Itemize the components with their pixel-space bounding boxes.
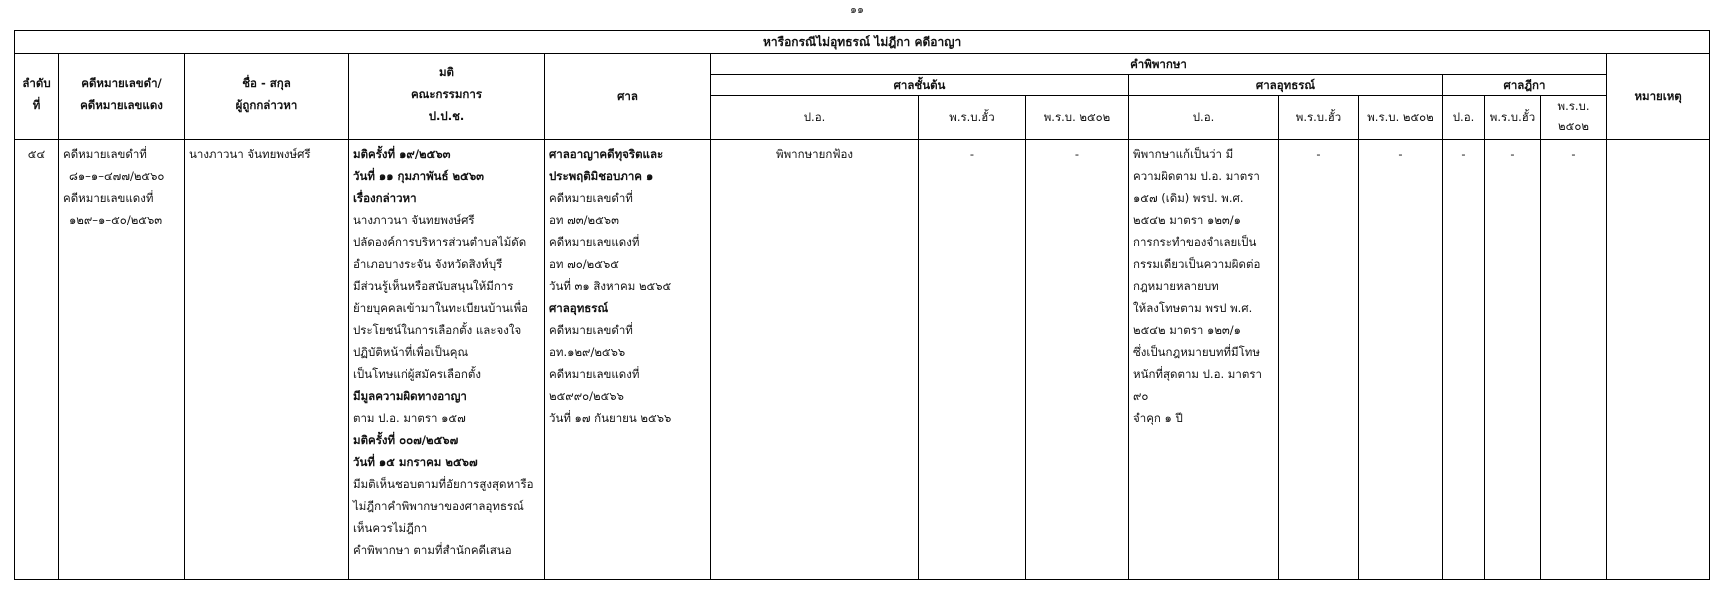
resolution-line: มีส่วนรู้เห็นหรือสนับสนุนให้มีการ <box>353 279 514 293</box>
appeal-judgment-line: กฎหมายหลายบท <box>1133 279 1219 293</box>
header-judgment: คำพิพากษา <box>711 54 1607 75</box>
cell-seq: ๕๔ <box>15 140 59 580</box>
resolution-line: เป็นโทษแก่ผู้สมัครเลือกตั้ง <box>353 367 481 381</box>
header-resolution: มติ คณะกรรมการ ป.ป.ช. <box>349 54 545 140</box>
header-appeal-court: ศาลอุทธรณ์ <box>1129 75 1443 96</box>
resolution-line: วันที่ ๑๕ มกราคม ๒๕๖๗ <box>353 455 478 469</box>
appeal-judgment-line: ๙๐ <box>1133 389 1149 403</box>
court-line: คดีหมายเลขแดงที่ <box>549 235 640 249</box>
appeal-judgment-line: หนักที่สุดตาม ป.อ. มาตรา <box>1133 367 1262 381</box>
appeal-judgment-line: จำคุก ๑ ปี <box>1133 411 1183 425</box>
appeal-judgment-line: พิพากษาแก้เป็นว่า มี <box>1133 147 1234 161</box>
court-line: ศาลอาญาคดีทุจริตและ <box>549 147 664 161</box>
resolution-line: เรื่องกล่าวหา <box>353 191 417 205</box>
resolution-line: มติครั้งที่ ๑๙/๒๕๖๓ <box>353 147 451 161</box>
cell-appeal-2502: - <box>1359 140 1443 580</box>
court-line: ศาลอุทธรณ์ <box>549 301 609 315</box>
resolution-line: มีมติเห็นชอบตามที่อัยการสูงสุดหารือ <box>353 477 534 491</box>
header-supreme-hua: พ.ร.บ.ฮั้ว <box>1485 96 1541 140</box>
header-seq: ลำดับ ที่ <box>15 54 59 140</box>
appeal-judgment-line: ๒๕๔๒ มาตรา ๑๒๓/๑ <box>1133 213 1241 227</box>
resolution-line: นางภาวนา จันทยพงษ์ศรี <box>353 213 475 227</box>
cell-supreme-pa: - <box>1443 140 1485 580</box>
court-line: คดีหมายเลขดำที่ <box>549 323 633 337</box>
resolution-line: ปลัดองค์การบริหารส่วนตำบลไม้ดัด <box>353 235 527 249</box>
appeal-judgment-line: ความผิดตาม ป.อ. มาตรา <box>1133 169 1260 183</box>
table-row <box>15 140 1710 580</box>
cell-name: นางภาวนา จันทยพงษ์ศรี <box>185 140 349 580</box>
page-number: ๑๑ <box>850 3 864 16</box>
resolution-line: ตาม ป.อ. มาตรา ๑๕๗ <box>353 411 466 425</box>
header-appeal-pa: ป.อ. <box>1129 96 1279 140</box>
resolution-line: ไม่ฎีกาคำพิพากษาของศาลอุทธรณ์ <box>353 499 524 513</box>
resolution-line: มีมูลความผิดทางอาญา <box>353 389 467 403</box>
case-table <box>14 30 1710 580</box>
appeal-judgment-line: ให้ลงโทษตาม พรป พ.ศ. <box>1133 301 1253 315</box>
cell-appeal-hua: - <box>1279 140 1359 580</box>
cell-first-2502: - <box>1026 140 1129 580</box>
appeal-judgment-line: กรรมเดียวเป็นความผิดต่อ <box>1133 257 1261 271</box>
court-line: คดีหมายเลขดำที่ <box>549 191 633 205</box>
court-line: ประพฤติมิชอบภาค ๑ <box>549 169 654 183</box>
header-supreme-court: ศาลฎีกา <box>1443 75 1607 96</box>
header-supreme-2502: พ.ร.บ. ๒๕๐๒ <box>1541 96 1607 140</box>
header-first-hua: พ.ร.บ.ฮั้ว <box>919 96 1026 140</box>
court-line: อท.๑๒๙/๒๕๖๖ <box>549 345 626 359</box>
table-title: หารือกรณีไม่อุทธรณ์ ไม่ฎีกา คดีอาญา <box>15 31 1710 54</box>
header-appeal-hua: พ.ร.บ.ฮั้ว <box>1279 96 1359 140</box>
cell-appeal-pa <box>1129 140 1279 580</box>
header-first-court: ศาลชั้นต้น <box>711 75 1129 96</box>
appeal-judgment-line: ซึ่งเป็นกฎหมายบทที่มีโทษ <box>1133 345 1260 359</box>
cell-supreme-hua: - <box>1485 140 1541 580</box>
cell-case-no: คดีหมายเลขดำที่ ๘๑–๑–๔๗๗/๒๕๖๐ คดีหมายเลขแดงที่ ๑๒๙–๑–๕๐/๒๕๖๓ <box>59 140 185 580</box>
resolution-line: มติครั้งที่ ๐๐๗/๒๕๖๗ <box>353 433 459 447</box>
court-line: วันที่ ๓๑ สิงหาคม ๒๕๖๕ <box>549 279 672 293</box>
resolution-line: ย้ายบุคคลเข้ามาในทะเบียนบ้านเพื่อ <box>353 301 529 315</box>
resolution-line: วันที่ ๑๑ กุมภาพันธ์ ๒๕๖๓ <box>353 169 484 183</box>
court-line: อท ๗๓/๒๕๖๓ <box>549 213 619 227</box>
appeal-judgment-line: ๒๕๔๒ มาตรา ๑๒๓/๑ <box>1133 323 1241 337</box>
court-line: อท ๗๐/๒๕๖๕ <box>549 257 619 271</box>
court-line: คดีหมายเลขแดงที่ <box>549 367 640 381</box>
header-appeal-2502: พ.ร.บ. ๒๕๐๒ <box>1359 96 1443 140</box>
header-court: ศาล <box>545 54 711 140</box>
resolution-line: เห็นควรไม่ฎีกา <box>353 521 428 535</box>
court-line: วันที่ ๑๗ กันยายน ๒๕๖๖ <box>549 411 672 425</box>
resolution-line: ปฏิบัติหน้าที่เพื่อเป็นคุณ <box>353 345 469 359</box>
resolution-line: ประโยชน์ในการเลือกตั้ง และจงใจ <box>353 323 522 337</box>
appeal-judgment-line: การกระทำของจำเลยเป็น <box>1133 235 1257 249</box>
header-name: ชื่อ - สกุล ผู้ถูกกล่าวหา <box>185 54 349 140</box>
resolution-line: อำเภอบางระจัน จังหวัดสิงห์บุรี <box>353 257 503 271</box>
header-first-2502: พ.ร.บ. ๒๕๐๒ <box>1026 96 1129 140</box>
cell-remarks <box>1607 140 1710 580</box>
cell-supreme-2502: - <box>1541 140 1607 580</box>
resolution-line: คำพิพากษา ตามที่สำนักคดีเสนอ <box>353 543 512 557</box>
appeal-judgment-line: ๑๕๗ (เดิม) พรป. พ.ศ. <box>1133 191 1244 205</box>
header-remarks: หมายเหตุ <box>1607 54 1710 140</box>
cell-court <box>545 140 711 580</box>
court-line: ๒๕๙๙๐/๒๕๖๖ <box>549 389 624 403</box>
cell-resolution <box>349 140 545 580</box>
header-first-pa: ป.อ. <box>711 96 919 140</box>
header-case-no: คดีหมายเลขดำ/ คดีหมายเลขแดง <box>59 54 185 140</box>
header-supreme-pa: ป.อ. <box>1443 96 1485 140</box>
cell-first-pa: พิพากษายกฟ้อง <box>711 140 919 580</box>
cell-first-hua: - <box>919 140 1026 580</box>
